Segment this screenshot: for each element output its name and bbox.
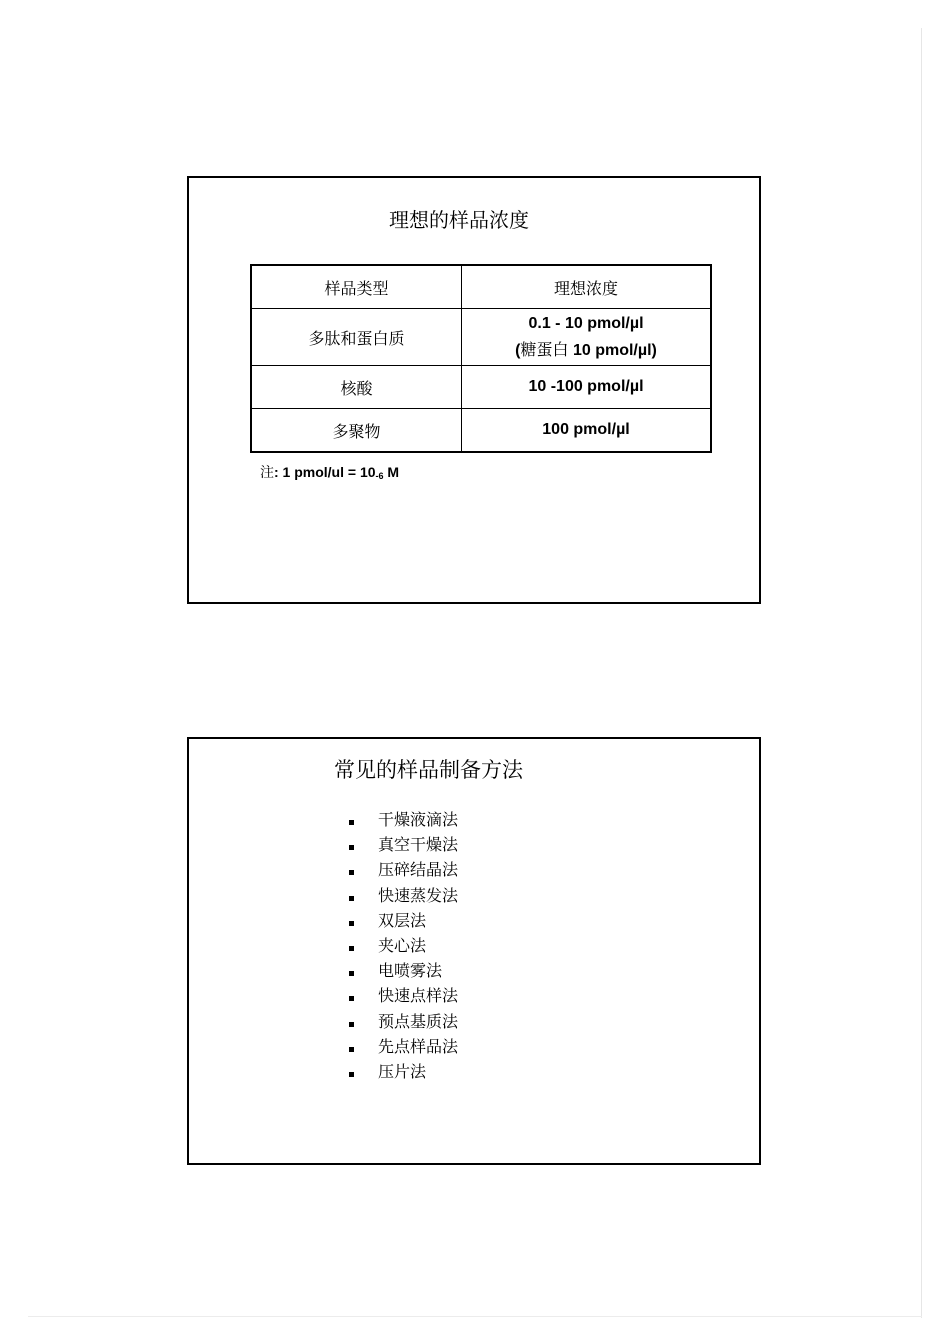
bullet-icon	[349, 820, 354, 825]
concentration-value: 100 pmol/µl	[542, 421, 630, 438]
slide-title: 理想的样品浓度	[389, 208, 529, 232]
slide-sample-preparation	[187, 737, 761, 1165]
table-header-row	[251, 265, 711, 309]
concentration-note	[462, 337, 710, 364]
method-label: 电喷雾法	[378, 961, 443, 981]
concentration-cell	[462, 309, 712, 366]
concentration-value: 10 -100 pmol/µl	[528, 378, 644, 395]
bullet-icon	[349, 971, 354, 976]
bullet-icon	[349, 870, 354, 875]
method-label: 预点基质法	[378, 1011, 459, 1031]
note-exponent: -6	[375, 471, 384, 481]
sample-type-cell: 多聚物	[251, 409, 462, 453]
sample-type-cell: 多肽和蛋白质	[251, 309, 462, 366]
method-label: 压片法	[378, 1061, 427, 1081]
header-sample-type: 样品类型	[251, 265, 462, 309]
concentration-cell	[462, 366, 712, 409]
glycoprotein-value: 10 pmol/µl)	[568, 341, 657, 359]
bullet-icon	[349, 921, 354, 926]
glycoprotein-label: 糖蛋白	[520, 339, 569, 359]
bullet-icon	[349, 1047, 354, 1052]
bullet-icon	[349, 1072, 354, 1077]
method-label: 压碎结晶法	[378, 860, 459, 880]
method-label: 双层法	[378, 910, 427, 930]
sample-type-cell: 核酸	[251, 366, 462, 409]
concentration-cell	[462, 409, 712, 453]
method-label: 真空干燥法	[378, 835, 459, 855]
unit-note	[260, 462, 399, 482]
table-row	[251, 309, 711, 366]
concentration-table	[250, 264, 712, 453]
header-ideal-concentration: 理想浓度	[462, 265, 712, 309]
bullet-icon	[349, 845, 354, 850]
note-text: : 1 pmol/ul = 10	[274, 464, 376, 480]
method-label: 干燥液滴法	[378, 810, 459, 829]
page-edge	[28, 1316, 922, 1317]
slide-ideal-concentration	[187, 176, 761, 604]
method-label: 快速蒸发法	[378, 885, 459, 905]
bullet-icon	[349, 946, 354, 951]
method-label: 夹心法	[378, 935, 427, 955]
bullet-icon	[349, 896, 354, 901]
method-label: 先点样品法	[378, 1036, 459, 1056]
method-label: 快速点样法	[378, 986, 459, 1006]
bullet-icon	[349, 996, 354, 1001]
page-edge	[921, 28, 922, 1318]
paren-open: (	[515, 341, 521, 359]
table-row	[251, 409, 711, 453]
note-suffix: M	[383, 464, 400, 480]
table-row	[251, 366, 711, 409]
bullet-icon	[349, 1022, 354, 1027]
concentration-value: 0.1 - 10 pmol/µl	[528, 314, 644, 332]
slide-title: 常见的样品制备方法	[334, 758, 523, 782]
note-prefix: 注	[260, 465, 274, 481]
